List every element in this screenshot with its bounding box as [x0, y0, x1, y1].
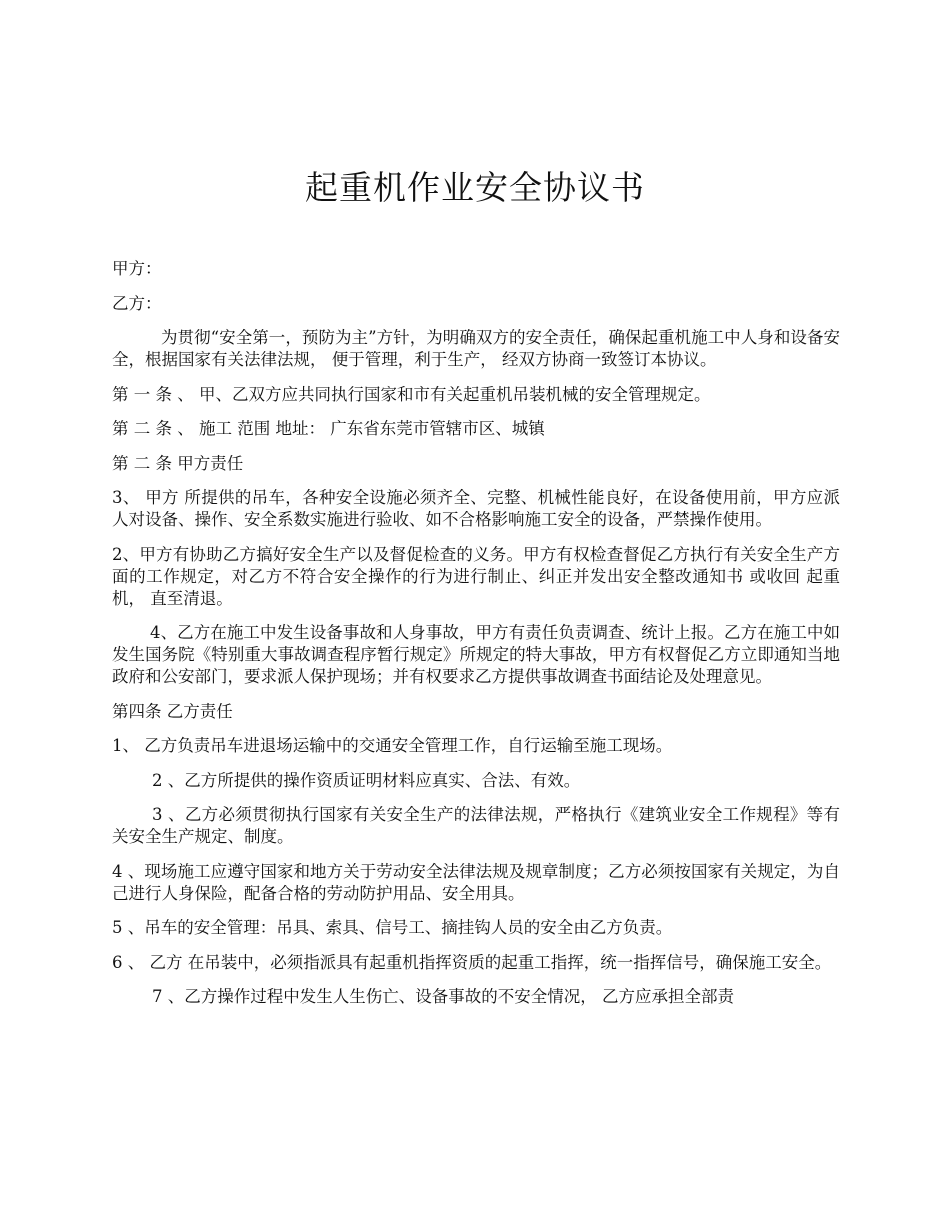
- party-b-clause-5: 5 、吊车的安全管理：吊具、索具、信号工、摘挂钩人员的安全由乙方负责。: [112, 918, 673, 937]
- party-b-clause-7: 7 、乙方操作过程中发生人生伤亡、设备事故的不安全情况， 乙方应承担全部责: [152, 987, 734, 1006]
- document-body: [112, 258, 840, 1021]
- party-b-clause-4: 4 、现场施工应遵守国家和地方关于劳动安全法律法规及规章制度；乙方必须按国家有关规定，为自己进行人身保险，配备合格的劳动防护用品、安全用具。: [112, 861, 840, 903]
- section-heading-party-b: 第四条 乙方责任: [112, 701, 233, 721]
- party-a-clause-4: 4、乙方在施工中发生设备事故和人身事故，甲方有责任负责调查、统计上报。乙方在施工中如发生国务院《特别重大事故调查程序暂行规定》所规定的特大事故，甲方有权督促乙方立即通知当地政府和公安部门，要求派人保护现场；并有权要求乙方提供事故调查书面结论及处理意见。: [112, 623, 840, 686]
- party-b-clause-2: 2 、乙方所提供的操作资质证明材料应真实、合法、有效。: [152, 770, 581, 790]
- preamble-paragraph: 为贯彻“安全第一，预防为主”方针，为明确双方的安全责任，确保起重机施工中人身和设备安全，根据国家有关法律法规， 便于管理，利于生产， 经双方协商一致签订本协议。: [112, 328, 840, 369]
- party-a-clause-2: 2、甲方有协助乙方搞好安全生产以及督促检查的义务。甲方有权检查督促乙方执行有关安全生产方面的工作规定，对乙方不符合安全操作的行为进行制止、纠正并发出安全整改通知书 或收回 起重机， 直至清退。: [112, 544, 840, 608]
- party-a-line: 甲方：: [112, 259, 162, 278]
- party-b-clause-6: 6 、 乙方 在吊装中，必须指派具有起重机指挥资质的起重工指挥，统一指挥信号，确保施工安全。: [112, 952, 832, 972]
- document-title: 起重机作业安全协议书: [305, 168, 645, 207]
- party-b-clause-1: 1、 乙方负责吊车进退场运输中的交通安全管理工作，自行运输至施工现场。: [112, 736, 673, 755]
- party-b-clause-3: 3 、乙方必须贯彻执行国家有关安全生产的法律法规，严格执行《建筑业安全工作规程》等有关安全生产规定、制度。: [112, 805, 840, 846]
- article-1: 第 一 条 、 甲、乙双方应共同执行国家和市有关起重机吊装机械的安全管理规定。: [112, 384, 711, 404]
- party-a-clause-3: 3、 甲方 所提供的吊车，各种安全设施必须齐全、完整、机械性能良好，在设备使用前，甲方应派人对设备、操作、安全系数实施进行验收、如不合格影响施工安全的设备，严禁操作使用。: [112, 488, 840, 529]
- party-b-line: 乙方：: [112, 293, 162, 313]
- section-heading-party-a: 第 二 条 甲方责任: [112, 453, 244, 473]
- article-2-scope: 第 二 条 、 施工 范围 地址： 广东省东莞市管辖市区、城镇: [112, 419, 545, 438]
